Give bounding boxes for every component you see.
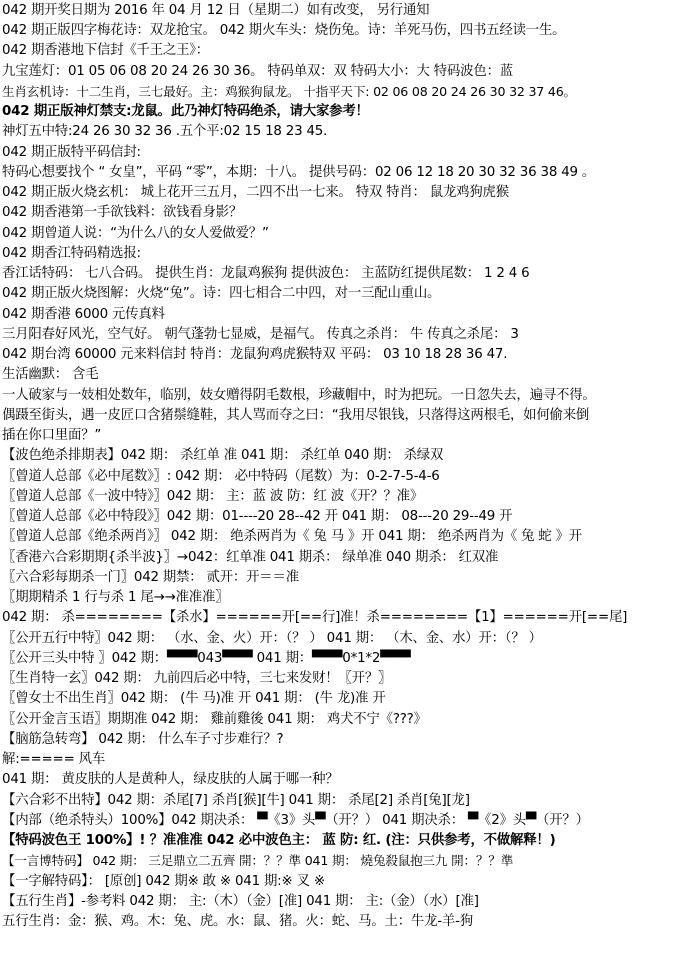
line-humor-title: 生活幽默： 含毛: [2, 367, 99, 382]
line-lamp-ban: 042 期正版神灯禁支:龙鼠。此乃神灯特码绝杀，请大家参考！: [2, 104, 369, 119]
line-flat-envelope: 042 期正版特平码信封:: [2, 145, 141, 160]
line-one-char: 【一字解特码】： [原创] 042 期※ 敢 ※ 041 期:※ 叉 ※: [2, 874, 325, 889]
line-hk-first-hand: 042 期香港第一手欲钱料：欲钱看身影？: [2, 205, 243, 220]
line-lamp-five: 神灯五中特:24 26 30 32 36 .五个平:02 15 18 23 45.: [2, 124, 328, 139]
line-spring-poem: 三月阳春好风光，空气好。 朝气蓬勃七显威，是福气。 传真之杀肖： 牛 传真之杀尾： 3: [2, 327, 519, 342]
line-kill-water: 042 期： 杀========【杀水】======开[==行]准！杀========【1】======开[==尾]: [2, 610, 628, 625]
line-hk-envelope-title: 042 期香港地下信封《千王之王》：: [2, 43, 209, 58]
line-wuxing-list: 五行生肖：金：猴、鸡。木：兔、虎。水：鼠、猪。火：蛇、马。土：牛龙-羊-狗: [2, 914, 473, 929]
line-kill-one-door: 〖六合彩每期杀一门〗042 期禁： 贰开：开＝＝准: [2, 570, 299, 585]
line-ms-zeng: 〖曾女士不出生肖〗042 期： (牛 马)准 开 041 期： (牛 龙)准 开: [2, 691, 386, 706]
line-draw-date: 042 期开奖日期为 2016 年 04 月 12 日（星期二）如有改变， 另行通知: [2, 3, 430, 18]
line-zeng-says: 042 期曾道人说：“为什么八的女人爱做爱？”: [2, 226, 269, 241]
line-internal-kill: 【内部（绝杀特头）100%】042 期决杀： ▀《3》头▀（开？） 041 期决杀： ▀《2》头▀（开？）: [2, 813, 589, 828]
line-kill-two-zodiacs: 〖曾道人总部《绝杀两肖》〗 042 期： 绝杀两肖为《 兔 马 》开 041 期： 绝杀两肖为《 兔 蛇 》开: [2, 529, 582, 544]
line-teaser-answer: 解:===== 风车: [2, 752, 106, 767]
line-plum-poem: 042 期正版四字梅花诗：双龙抢宝。 042 期火车头：烧伤兔。诗：羊死马伤，四书五经读一生。: [2, 23, 566, 38]
line-xiangjiang-code: 香江话特码： 七八合码。 提供生肖：龙鼠鸡猴狗 提供波色： 主蓝防红提供尾数： 1 2 4 6: [2, 266, 530, 281]
line-one-wave: 〖曾道人总部《一波中特》〗042 期： 主：蓝 波 防：红 波《开？？准》: [2, 489, 424, 504]
line-brain-teaser: 【脑筋急转弯】 042 期： 什么车子寸步难行？?: [2, 732, 284, 747]
line-queen-code: 特码心想要找个 “ 女皇”，平码 “零”，本期：十八。 提供号码：02 06 12 18 20 30 32 36 38 49 。: [2, 165, 596, 180]
line-tail-numbers: 〖曾道人总部《必中尾数》〗: 042 期： 必中特码（尾数）为：0-2-7-5-4-6: [2, 469, 440, 484]
line-lotus-lamp: 九宝莲灯：01 05 06 08 20 24 26 30 36。 特码单双：双 特码大小：大 特码波色：蓝: [2, 64, 513, 79]
line-teaser-041: 041 期： 黄皮肤的人是黄种人，绿皮肤的人属于哪一种？: [2, 772, 339, 787]
line-five-elements: 〖公开五行中特〗042 期： （水、金、火）开：（？ ） 041 期： （木、金、水）开：（？ ）: [2, 631, 542, 646]
line-xiangjiang-title: 042 期香江特码精选报:: [2, 246, 141, 261]
line-fire-riddle: 042 期正版火烧玄机： 城上花开三五月，二四不出一七来。 特双 特肖： 鼠龙鸡狗虎猴: [2, 185, 509, 200]
line-humor-3: 插在你口里面？”: [2, 428, 102, 443]
line-zodiac-mystery: 〖生肖特一玄〗042 期： 九前四后必中特，三七来发财！〖开？〗: [2, 671, 392, 686]
line-humor-2: 偶蹑至街头，遇一皮匠口含猪鬃缝鞋，其人骂而夺之曰：“我用尽银钱，只落得这两根毛，如何偷来倒: [2, 408, 590, 423]
line-wuxing-zodiac: 【五行生肖】-参考料 042 期： 主:（木）（金）[准] 041 期： 主:（金）（水）[准]: [2, 894, 479, 909]
line-humor-1: 一人破家与一妓相处数年，临别，妓女赠得阴毛数根，珍藏帽中，时为把玩。一日忽失去，遍寻不得。: [2, 388, 596, 403]
line-no-special: 【六合彩不出特】042 期：杀尾[7] 杀肖[猴][牛] 041 期： 杀尾[2] 杀肖[兔][龙]: [2, 793, 470, 808]
line-wave-king: 【特码波色王 100%】! ？准准准 042 必中波色主： 蓝 防: 红. (注：只供参考，不做解释！): [2, 833, 556, 848]
line-golden-words: 〖公开金言玉语〗期期准 042 期： 雞前雞後 041 期： 鸡犬不宁《???》: [2, 712, 427, 727]
line-special-range: 〖曾道人总部《必中特段》〗042 期：01----20 28--42 开 041 期： 08---20 29--49 开: [2, 509, 513, 524]
line-wave-table: 【波色绝杀排期表】042 期： 杀红单 准 041 期： 杀红单 040 期： 杀绿双: [2, 448, 444, 463]
line-taiwan-envelope: 042 期台湾 60000 元来料信封 特肖：龙鼠狗鸡虎猴特双 平码： 03 10 18 28 36 47.: [2, 347, 508, 362]
line-hk-fax: 042 期香港 6000 元传真料: [2, 307, 165, 322]
line-one-word-bet: 【一言博特码】 042 期： 三足鼎立二五齊 開：？？準 041 期： 燒兔殺鼠抱三九 開：？？準: [2, 853, 514, 868]
line-kill-row-tail: 〖期期精杀 1 行与杀 1 尾→→准准准〗: [2, 590, 229, 605]
line-zodiac-poem: 生肖玄机诗：十二生肖，三七最好。主：鸡猴狗鼠龙。 十指平天下: 02 06 08 20 24 26 30 32 37 46。: [2, 84, 576, 99]
line-kill-half-wave: 〖香港六合彩期期{杀半波}〗→042：红单准 041 期杀： 绿单准 040 期杀： 红双准: [2, 550, 499, 565]
line-fire-diagram: 042 期正版火烧图解：火烧“兔”。诗：四七相合二中四，对一三配山重山。: [2, 286, 441, 301]
line-three-heads: 〖公开三头中特 〗042 期：▀▀▀043▀▀▀ 041 期：▀▀▀0*1*2▀▀▀: [2, 651, 411, 666]
